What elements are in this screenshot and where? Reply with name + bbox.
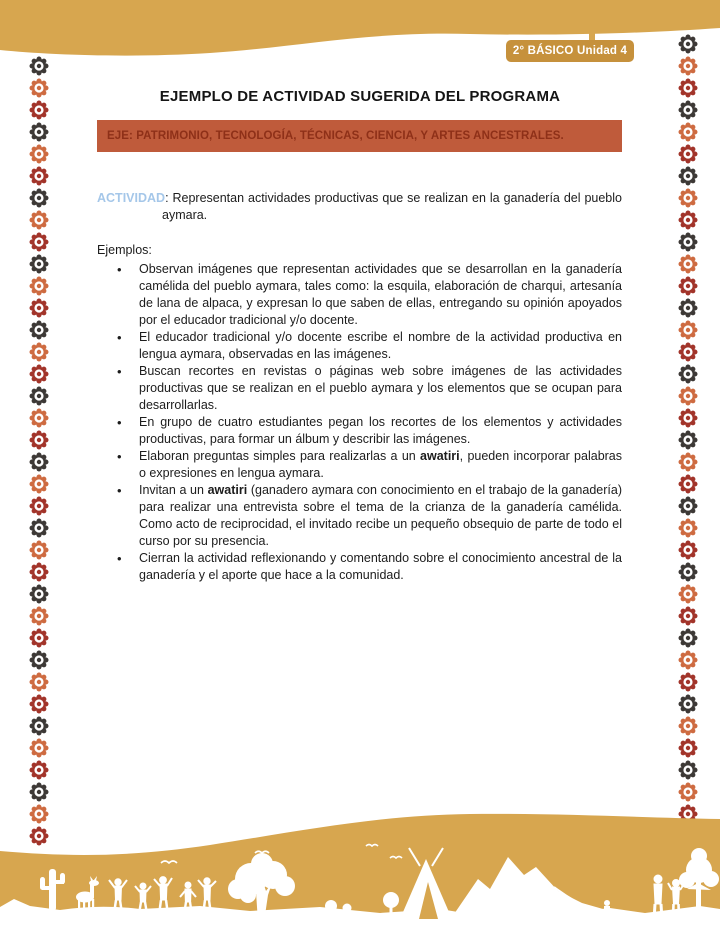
example-item: • Cierran la actividad reflexionando y comentando sobre el conocimiento ancestral de la ganadería y el aporte que hace a la comunidad. <box>97 550 622 584</box>
rosette-ornament-icon <box>678 166 698 186</box>
rosette-ornament-icon <box>678 144 698 164</box>
rosette-ornament-icon <box>29 78 49 98</box>
rosette-ornament-icon <box>678 672 698 692</box>
rosette-ornament-icon <box>678 628 698 648</box>
rosette-ornament-icon <box>29 518 49 538</box>
rosette-ornament-icon <box>29 540 49 560</box>
rosette-ornament-icon <box>678 606 698 626</box>
rosette-ornament-icon <box>678 188 698 208</box>
example-item: • Observan imágenes que representan actividades que se desarrollan en la ganadería camélida del pueblo aymara, tales como: la esquila, elaboración de charqui, artesanía de lana de alpaca, y expresan lo que saben de ellas, entregando su opinión apoyados por el educador tradicional y/o docente. <box>97 261 622 329</box>
right-border-ornaments <box>678 34 698 824</box>
examples-heading: Ejemplos: <box>97 243 152 257</box>
example-item: • Invitan a un awatiri (ganadero aymara con conocimiento en el trabajo de la ganadería) para realizar una entrevista sobre el tema de la crianza de la ganadería camélida. Como acto de reciprocidad, el invitado recibe un pequeño obsequio de parte de todo el curso por su presencia. <box>97 482 622 550</box>
bottom-art <box>0 787 720 932</box>
rosette-ornament-icon <box>29 738 49 758</box>
rosette-ornament-icon <box>29 430 49 450</box>
rosette-ornament-icon <box>678 760 698 780</box>
rosette-ornament-icon <box>678 34 698 54</box>
example-item: • El educador tradicional y/o docente escribe el nombre de la actividad productiva en lengua aymara, observadas en las imágenes. <box>97 329 622 363</box>
rosette-ornament-icon <box>29 342 49 362</box>
rosette-ornament-icon <box>29 298 49 318</box>
rosette-ornament-icon <box>29 210 49 230</box>
rosette-ornament-icon <box>29 650 49 670</box>
rosette-ornament-icon <box>678 276 698 296</box>
rosette-ornament-icon <box>678 430 698 450</box>
rosette-ornament-icon <box>29 254 49 274</box>
examples-list <box>97 261 622 584</box>
rosette-ornament-icon <box>29 386 49 406</box>
rosette-ornament-icon <box>678 210 698 230</box>
rosette-ornament-icon <box>29 606 49 626</box>
rosette-ornament-icon <box>678 716 698 736</box>
rosette-ornament-icon <box>678 562 698 582</box>
rosette-ornament-icon <box>678 232 698 252</box>
rosette-ornament-icon <box>678 122 698 142</box>
left-border-ornaments <box>29 56 49 846</box>
rosette-ornament-icon <box>678 496 698 516</box>
unit-badge <box>506 40 634 62</box>
rosette-ornament-icon <box>678 584 698 604</box>
activity-colon: : <box>165 191 173 205</box>
rosette-ornament-icon <box>29 694 49 714</box>
rosette-ornament-icon <box>29 474 49 494</box>
rosette-ornament-icon <box>29 56 49 76</box>
rosette-ornament-icon <box>678 342 698 362</box>
rosette-ornament-icon <box>678 452 698 472</box>
example-item: • Buscan recortes en revistas o páginas web sobre imágenes de las actividades productivas que se realizan en el pueblo aymara y los elementos que se ocupan para desarrollarlas. <box>97 363 622 414</box>
activity-label: ACTIVIDAD <box>97 191 166 205</box>
rosette-ornament-icon <box>29 562 49 582</box>
rosette-ornament-icon <box>678 386 698 406</box>
rosette-ornament-icon <box>678 694 698 714</box>
activity-text: Representan actividades productivas que se realizan en la ganadería del pueblo aymara. <box>162 191 622 222</box>
rosette-ornament-icon <box>29 672 49 692</box>
eje-banner <box>97 120 622 152</box>
rosette-ornament-icon <box>678 320 698 340</box>
rosette-ornament-icon <box>29 452 49 472</box>
rosette-ornament-icon <box>678 100 698 120</box>
rosette-ornament-icon <box>678 738 698 758</box>
rosette-ornament-icon <box>29 584 49 604</box>
rosette-ornament-icon <box>678 408 698 428</box>
rosette-ornament-icon <box>29 628 49 648</box>
eje-banner-text: EJE: PATRIMONIO, TECNOLOGÍA, TÉCNICAS, CIENCIA, Y ARTES ANCESTRALES. <box>107 130 564 142</box>
rosette-ornament-icon <box>29 166 49 186</box>
rosette-ornament-icon <box>29 232 49 252</box>
rosette-ornament-icon <box>29 364 49 384</box>
unit-badge-label: 2° BÁSICO Unidad 4 <box>512 45 628 57</box>
rosette-ornament-icon <box>29 320 49 340</box>
rosette-ornament-icon <box>678 474 698 494</box>
rosette-ornament-icon <box>29 100 49 120</box>
rosette-ornament-icon <box>678 78 698 98</box>
rosette-ornament-icon <box>29 716 49 736</box>
example-item: • Elaboran preguntas simples para realizarlas a un awatiri, pueden incorporar palabras o expresiones en lengua aymara. <box>97 448 622 482</box>
rosette-ornament-icon <box>678 364 698 384</box>
rosette-ornament-icon <box>678 518 698 538</box>
rosette-ornament-icon <box>29 144 49 164</box>
rosette-ornament-icon <box>29 122 49 142</box>
rosette-ornament-icon <box>29 408 49 428</box>
rosette-ornament-icon <box>678 540 698 560</box>
rosette-ornament-icon <box>678 650 698 670</box>
rosette-ornament-icon <box>29 276 49 296</box>
example-item: • En grupo de cuatro estudiantes pegan los recortes de los elementos y actividades productivas, para formar un álbum y describir las imágenes. <box>97 414 622 448</box>
activity-paragraph <box>97 190 622 224</box>
page-title: EJEMPLO DE ACTIVIDAD SUGERIDA DEL PROGRAMA <box>159 88 561 105</box>
rosette-ornament-icon <box>29 760 49 780</box>
rosette-ornament-icon <box>29 496 49 516</box>
rosette-ornament-icon <box>678 56 698 76</box>
rosette-ornament-icon <box>678 298 698 318</box>
rosette-ornament-icon <box>29 188 49 208</box>
rosette-ornament-icon <box>678 254 698 274</box>
